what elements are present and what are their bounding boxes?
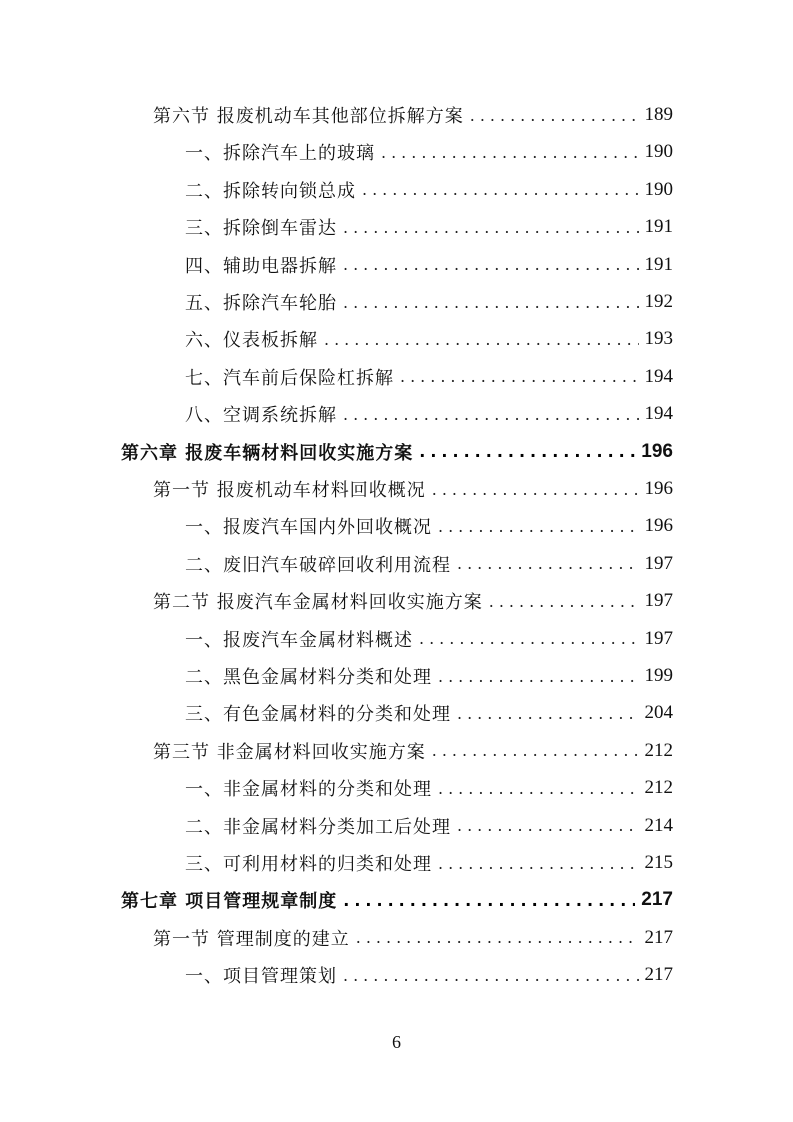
toc-leader-dots [362,180,639,199]
toc-leader-dots [457,816,639,835]
toc-section-entry[interactable] [153,474,673,504]
toc-section-entry[interactable] [153,736,673,766]
toc-subsection-entry[interactable] [185,624,673,654]
toc-entry-page-number: 191 [644,253,673,275]
toc-subsection-entry[interactable] [185,698,673,728]
toc-entry-page-number: 189 [644,104,673,125]
toc-entry-page-number: 192 [644,291,673,312]
toc-subsection-entry[interactable] [185,511,673,541]
toc-entry-page-number: 197 [644,552,673,574]
toc-leader-dots [343,293,639,312]
toc-entry-title: 二、废旧汽车破碎回收利用流程 [185,554,451,576]
toc-leader-dots [343,405,639,424]
toc-subsection-entry[interactable] [185,287,673,317]
toc-leader-dots [470,106,639,125]
toc-leader-dots [432,480,639,499]
toc-entry-title: 第六章 报废车辆材料回收实施方案 [121,442,414,464]
toc-entry-title: 二、黑色金属材料分类和处理 [185,667,432,688]
toc-leader-dots [343,255,639,274]
toc-entry-page-number: 217 [644,926,673,948]
toc-subsection-entry[interactable] [185,250,673,280]
toc-leader-dots [489,592,639,611]
toc-leader-dots [343,891,635,910]
toc-leader-dots [438,854,639,873]
toc-entry-page-number: 217 [641,889,673,911]
toc-entry-title: 一、拆除汽车上的玻璃 [185,143,375,165]
toc-entry-page-number: 214 [644,814,673,836]
toc-entry-title: 一、非金属材料的分类和处理 [185,779,432,801]
toc-subsection-entry[interactable] [185,175,673,205]
toc-section-entry[interactable] [153,100,673,130]
toc-leader-dots [343,966,639,985]
toc-entry-page-number: 190 [644,178,673,200]
toc-chapter-entry[interactable] [121,437,673,467]
toc-entry-page-number: 194 [644,365,673,387]
toc-subsection-entry[interactable] [185,399,673,429]
toc-subsection-entry[interactable] [185,960,673,990]
toc-entry-page-number: 197 [644,590,673,612]
toc-leader-dots [419,629,639,648]
toc-leader-dots [457,704,639,723]
toc-entry-title: 第一节 报废机动车材料回收概况 [153,480,426,501]
toc-entry-title: 五、拆除汽车轮胎 [185,293,337,314]
toc-entry-page-number: 204 [644,702,673,724]
toc-entry-title: 一、项目管理策划 [185,966,337,988]
toc-entry-title: 一、报废汽车金属材料概述 [185,629,413,651]
toc-leader-dots [438,517,639,536]
toc-leader-dots [432,741,639,760]
toc-entry-title: 三、可利用材料的归类和处理 [185,854,432,875]
toc-chapter-entry[interactable] [121,885,673,915]
toc-entry-title: 第七章 项目管理规章制度 [121,891,338,913]
toc-entry-title: 第六节 报废机动车其他部位拆解方案 [153,106,464,127]
toc-entry-page-number: 212 [644,777,673,799]
toc-entry-title: 六、仪表板拆解 [185,330,318,352]
toc-subsection-entry[interactable] [185,661,673,691]
toc-entry-page-number: 194 [644,403,673,425]
page-number: 6 [392,1032,401,1052]
toc-entry-title: 第二节 报废汽车金属材料回收实施方案 [153,592,483,614]
toc-entry-title: 八、空调系统拆解 [185,405,337,427]
toc-entry-page-number: 215 [644,852,673,873]
toc-leader-dots [356,928,639,947]
toc-subsection-entry[interactable] [185,324,673,354]
toc-leader-dots [438,667,639,686]
toc-entry-title: 三、有色金属材料的分类和处理 [185,704,451,726]
toc-subsection-entry[interactable] [185,773,673,803]
toc-entry-page-number: 217 [644,964,673,986]
toc-leader-dots [343,218,639,237]
toc-entry-title: 二、拆除转向锁总成 [185,180,356,202]
toc-entry-page-number: 196 [644,478,673,499]
toc-leader-dots [381,143,639,162]
toc-subsection-entry[interactable] [185,212,673,242]
toc-section-entry[interactable] [153,923,673,953]
toc-entry-page-number: 193 [644,328,673,350]
toc-entry-title: 二、非金属材料分类加工后处理 [185,816,451,838]
toc-subsection-entry[interactable] [185,137,673,167]
toc-entry-title: 七、汽车前后保险杠拆解 [185,367,394,389]
toc-leader-dots [419,442,635,461]
toc-leader-dots [324,330,639,349]
toc-entry-page-number: 191 [644,216,673,238]
toc-leader-dots [438,779,639,798]
toc-entry-title: 一、报废汽车国内外回收概况 [185,517,432,539]
toc-subsection-entry[interactable] [185,811,673,841]
toc-leader-dots [457,554,639,573]
toc-entry-title: 四、辅助电器拆解 [185,255,337,277]
toc-entry-title: 第三节 非金属材料回收实施方案 [153,741,426,763]
toc-entry-page-number: 196 [641,440,673,462]
toc-subsection-entry[interactable] [185,848,673,878]
toc-section-entry[interactable] [153,586,673,616]
toc-entry-page-number: 190 [644,141,673,163]
toc-subsection-entry[interactable] [185,549,673,579]
toc-entry-page-number: 212 [644,739,673,761]
toc-entry-title: 三、拆除倒车雷达 [185,218,337,240]
toc-subsection-entry[interactable] [185,362,673,392]
toc-leader-dots [400,367,639,386]
toc-entry-page-number: 199 [644,665,673,686]
toc-entry-page-number: 197 [644,627,673,649]
toc-entry-title: 第一节 管理制度的建立 [153,928,350,950]
toc-entry-page-number: 196 [644,515,673,537]
